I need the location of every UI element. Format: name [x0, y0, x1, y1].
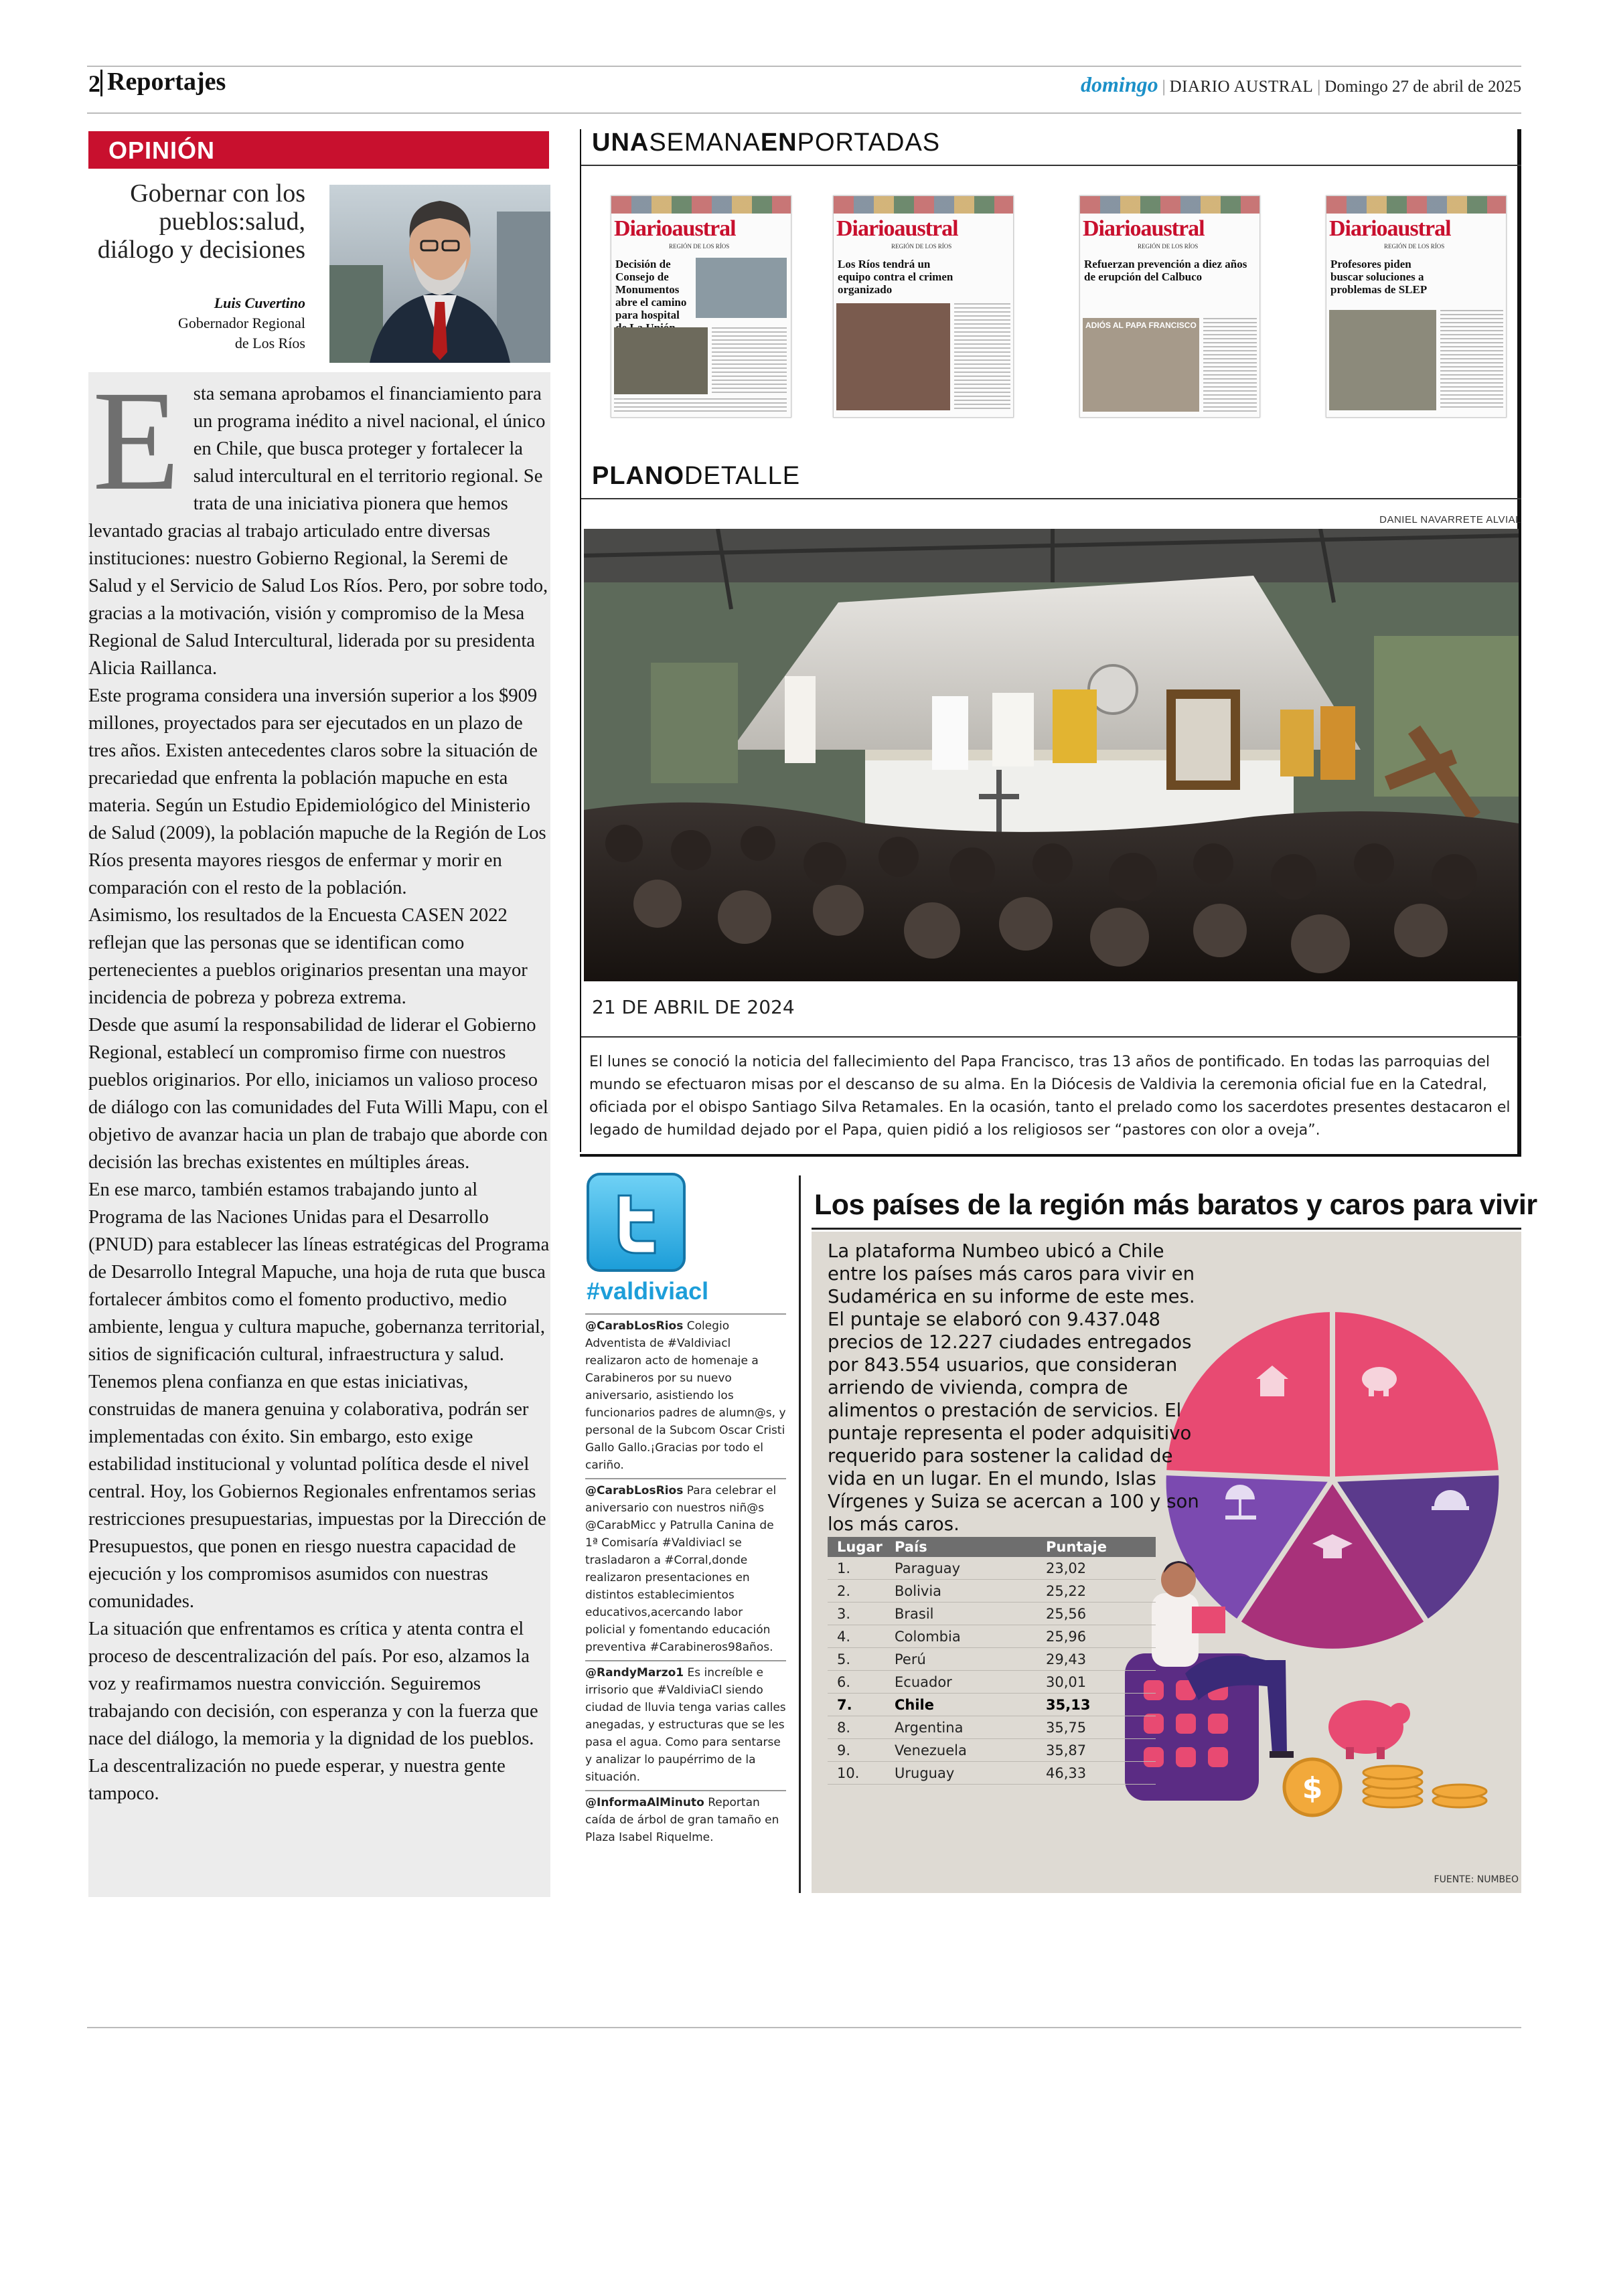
- table-header-rank: Lugar: [828, 1537, 885, 1557]
- numbeo-source: FUENTE: NUMBEO: [1434, 1874, 1519, 1885]
- photo-credit: DANIEL NAVARRETE ALVIAL: [1379, 514, 1521, 525]
- opinion-paragraph: La situación que enfrentamos es crítica y atenta contra el proceso de descentralización del país. Por eso, alzamos la voz y reafirmamos nuestra convicción. Seguiremos trabajando con decisión, con esperanza y con la fuerza que nace del diálogo, la memoria y la dignidad de los pueblos. La descentralización no puede esperar, y nuestra gente tampoco.: [88, 1619, 538, 1804]
- table-cell-score: 35,75: [1037, 1716, 1156, 1739]
- table-header-score: Puntaje: [1037, 1537, 1156, 1557]
- opinion-paragraph: sta semana aprobamos el financiamiento para un programa inédito a nivel nacional, el único en Chile, que busca proteger y fortalecer la salud intercultural en el territorio regional. Se trata de una iniciativa pionera que hemos levantado gracias al trabajo articulado entre diversas instituciones: nuestro Gobierno Regional, la Seremi de Salud y el Servicio de Salud Los Ríos. Pero, por sobre todo, gracias a la motivación, visión y compromiso de la Mesa Regional de Salud Intercultural, liderada por su presidenta Alicia Raillanca.: [88, 384, 548, 679]
- table-row: [828, 1603, 1156, 1625]
- front-page-cover[interactable]: [1326, 195, 1507, 418]
- numbeo-title: Los países de la región más baratos y caros para vivir: [814, 1189, 1537, 1221]
- table-row: [828, 1625, 1156, 1648]
- table-cell-country: Colombia: [885, 1625, 1037, 1648]
- opinion-title-line: diálogo y decisiones: [97, 236, 305, 264]
- opinion-paragraph: Desde que asumí la responsabilidad de liderar el Gobierno Regional, establecí un compromiso firme con nuestros pueblos originarios. Por ello, iniciamos un valioso proceso de diálogo con las comunidades del Futa Willi Mapu, con el objetivo de avanzar hacia un plan de trabajo que aborde con decisión las brechas existentes en múltiples áreas.: [88, 1015, 548, 1173]
- table-row: [828, 1739, 1156, 1762]
- table-cell-rank: 3.: [828, 1603, 885, 1625]
- table-cell-score: 35,87: [1037, 1739, 1156, 1762]
- table-header-country: País: [885, 1537, 1037, 1557]
- front-page-cover[interactable]: [611, 195, 791, 418]
- table-cell-rank: 7.: [828, 1694, 885, 1716]
- opinion-paragraph: Asimismo, los resultados de la Encuesta CASEN 2022 reflejan que las personas que se identifican como pertenecientes a pueblos originarios presentan una mayor incidencia de pobreza y pobreza extrema.: [88, 905, 528, 1008]
- header-masthead: domingo | DIARIO AUSTRAL | Domingo 27 de abril de 2025: [1081, 72, 1521, 96]
- table-cell-rank: 10.: [828, 1762, 885, 1785]
- table-cell-country: Chile: [885, 1694, 1037, 1716]
- opinion-paragraph: Este programa considera una inversión superior a los $909 millones, proyectados para ser ejecutados en un plazo de tres años. Existen antecedentes claros sobre la situación de precariedad que enfrenta la población mapuche en esta materia. Según un Estudio Epidemiológico del Ministerio de Salud (2009), la población mapuche de la Región de Los Ríos presenta mayores riesgos de enfermar y morir en comparación con el resto de la población.: [88, 685, 546, 898]
- cover-headline: Profesores piden buscar soluciones a problemas de SLEP: [1330, 258, 1428, 296]
- table-cell-country: Paraguay: [885, 1557, 1037, 1580]
- portadas-kicker: UNASEMANAENPORTADAS: [592, 129, 941, 157]
- paper-name: DIARIO AUSTRAL: [1169, 78, 1314, 96]
- section-name: Reportajes: [107, 68, 226, 96]
- opinion-body: [88, 361, 550, 1807]
- frame-rule-left: [580, 129, 581, 1152]
- table-cell-score: 30,01: [1037, 1671, 1156, 1694]
- table-cell-rank: 8.: [828, 1716, 885, 1739]
- tweet: [585, 1313, 786, 1478]
- tweet: [585, 1660, 786, 1790]
- table-cell-country: Venezuela: [885, 1739, 1037, 1762]
- numbeo-divider: [799, 1175, 801, 1893]
- twitter-feed: [585, 1313, 786, 1850]
- table-cell-score: 25,96: [1037, 1625, 1156, 1648]
- cover-logo: Diarioaustral: [1083, 216, 1205, 241]
- cover-logo: Diarioaustral: [614, 216, 736, 241]
- table-row: [828, 1694, 1156, 1716]
- cover-region: REGIÓN DE LOS RÍOS: [1138, 243, 1199, 250]
- header-rule-bottom: [87, 112, 1521, 114]
- plano-rule: [581, 498, 1521, 499]
- cover-logo: Diarioaustral: [836, 216, 958, 241]
- mass-photo: [584, 529, 1519, 981]
- edition-name: domingo: [1081, 72, 1158, 96]
- tweet: [585, 1790, 786, 1850]
- opinion-tag: [88, 131, 549, 169]
- numbeo-title-rule: [812, 1228, 1521, 1230]
- cover-region: REGIÓN DE LOS RÍOS: [891, 243, 952, 250]
- footer-rule: [87, 2027, 1521, 2028]
- table-cell-country: Brasil: [885, 1603, 1037, 1625]
- opinion-title: [87, 179, 305, 264]
- cover-region: REGIÓN DE LOS RÍOS: [1384, 243, 1445, 250]
- table-row: [828, 1580, 1156, 1603]
- opinion-byline: [87, 293, 305, 353]
- tweet-handle[interactable]: @InformaAlMinuto: [585, 1796, 704, 1809]
- table-cell-score: 25,22: [1037, 1580, 1156, 1603]
- photo-date: 21 DE ABRIL DE 2024: [592, 996, 795, 1018]
- cover-region: REGIÓN DE LOS RÍOS: [669, 243, 730, 250]
- cover-headline: Refuerzan prevención a diez años de erupción del Calbuco: [1084, 258, 1247, 283]
- table-cell-rank: 1.: [828, 1557, 885, 1580]
- page-number: 2: [88, 70, 100, 97]
- tweet-text: Es increíble e irrisorio que #ValdiviaCl siendo ciudad de lluvia tenga varias calles anegadas, y estructuras que se les pasa el agua. Como para sentarse y analizar lo paupérrimo de la situación.: [585, 1666, 786, 1784]
- tweet-text: Colegio Adventista de #Valdiviacl realizaron acto de homenaje a Carabineros por su nuevo aniversario, asistiendo los funcionarios padres de alumn@s, y personal de la Subcom Oscar Cristi Gallo Gallo.¡Gracias por todo el cariño.: [585, 1319, 786, 1472]
- cover-headline: Los Ríos tendrá un equipo contra el crimen organizado: [838, 258, 953, 296]
- tweet: [585, 1478, 786, 1660]
- cover-logo: Diarioaustral: [1329, 216, 1451, 241]
- opinion-tag-label: OPINIÓN: [108, 137, 216, 164]
- table-cell-country: Uruguay: [885, 1762, 1037, 1785]
- front-page-cover[interactable]: [1079, 195, 1260, 418]
- opinion-paragraph: En ese marco, también estamos trabajando junto al Programa de las Naciones Unidas para el Desarrollo (PNUD) para establecer las líneas estratégicas del Programa de Desarrollo Integral Mapuche, una hoja de ruta que busca fortalecer ámbitos como el fomento productivo, medio ambiente, lengua y cultura mapuche, gobernanza territorial, sitios de significación cultural, infraestructura y salud.: [88, 1179, 550, 1365]
- author-photo: [329, 185, 550, 363]
- issue-date: Domingo 27 de abril de 2025: [1324, 78, 1521, 96]
- table-cell-country: Ecuador: [885, 1671, 1037, 1694]
- front-page-cover[interactable]: [833, 195, 1014, 418]
- tweet-text: Reportan caída de árbol de gran tamaño en Plaza Isabel Riquelme.: [585, 1796, 779, 1844]
- table-cell-rank: 9.: [828, 1739, 885, 1762]
- header-divider: [100, 70, 102, 96]
- table-cell-rank: 5.: [828, 1648, 885, 1671]
- table-cell-rank: 2.: [828, 1580, 885, 1603]
- table-cell-country: Bolivia: [885, 1580, 1037, 1603]
- table-cell-rank: 6.: [828, 1671, 885, 1694]
- table-cell-score: 46,33: [1037, 1762, 1156, 1785]
- tweet-handle[interactable]: @CarabLosRios: [585, 1484, 684, 1497]
- author-role-region: de Los Ríos: [234, 335, 305, 351]
- author-role: Gobernador Regional: [178, 315, 305, 331]
- table-cell-score: 35,13: [1037, 1694, 1156, 1716]
- table-cell-score: 25,56: [1037, 1603, 1156, 1625]
- cover-headline: Decisión de Consejo de Monumentos abre el camino para hospital: [615, 258, 687, 321]
- table-cell-score: 29,43: [1037, 1648, 1156, 1671]
- table-cell-country: Argentina: [885, 1716, 1037, 1739]
- opinion-title-line: pueblos:salud,: [159, 208, 305, 236]
- table-cell-country: Perú: [885, 1648, 1037, 1671]
- table-row: [828, 1762, 1156, 1785]
- numbeo-text: La plataforma Numbeo ubicó a Chile entre los países más caros para vivir en Sudamérica en su informe de este mes. El puntaje se elaboró con 9.437.048 precios de 12.227 ciudades entregados por 843.554 usuarios, que consideran arriendo de vivienda, compra de alimentos o prestación de servicios. El puntaje representa el poder adquisitivo requerido para sostener la calidad de vida en un lugar. En el mundo, Islas Vírgenes y Suiza se acercan a 100 y son los más caros.: [828, 1240, 1199, 1535]
- opinion-paragraph: Tenemos plena confianza en que estas iniciativas, construidas de manera genuina y colaborativa, podrán ser implementadas con éxito. Sin embargo, esto exige estabilidad institucional y voluntad política desde el nivel central. Hoy, los Gobiernos Regionales enfrentamos serias restricciones presupuestarias, impuestas por la Dirección de Presupuestos, que ponen en riesgo nuestra capacidad de ejecución y los compromisos asumidos con nuestras comunidades.: [88, 1372, 546, 1612]
- header-rule-top: [87, 66, 1521, 67]
- portadas-rule: [581, 165, 1521, 166]
- cover-banner: ADIÓS AL PAPA FRANCISCO: [1085, 321, 1197, 330]
- author-name: Luis Cuvertino: [214, 295, 305, 311]
- numbeo-table: [828, 1537, 1156, 1785]
- photo-caption: El lunes se conoció la noticia del fallecimiento del Papa Francisco, tras 13 años de pontificado. En todas las parroquias del mundo se efectuaron misas por el descanso de su alma. En la Diócesis de Valdivia la ceremonia oficial fue en la Catedral, oficiada por el obispo Santiago Silva Retamales. En la ocasión, tanto el prelado como los sacerdotes presentes destacaron el legado de humildad dejado por el Papa, quien pidió a los religiosos ser “pastores con olor a oveja”.: [589, 1054, 1511, 1139]
- svg-text:$: $: [1302, 1771, 1323, 1805]
- table-row: [828, 1671, 1156, 1694]
- photo-date-rule: [581, 1036, 1521, 1038]
- table-row: [828, 1716, 1156, 1739]
- plano-kicker: PLANODETALLE: [592, 462, 801, 490]
- tweet-text: Para celebrar el aniversario con nuestros niñ@s @CarabMicc y Patrulla Canina de 1ª Comisaría #Valdiviacl se trasladaron a #Corral,donde realizaron presentaciones en distintos establecimientos educativos,acercando labor policial y fomentando educación preventiva #Carabineros98años.: [585, 1484, 777, 1654]
- table-row: [828, 1648, 1156, 1671]
- twitter-hashtag[interactable]: #valdiviacl: [587, 1277, 709, 1305]
- opinion-title-line: Gobernar con los: [130, 179, 305, 208]
- drop-cap: E: [92, 361, 180, 520]
- frame-rule-bottom: [580, 1154, 1521, 1157]
- table-cell-rank: 4.: [828, 1625, 885, 1648]
- tweet-handle[interactable]: @RandyMarzo1: [585, 1666, 684, 1679]
- tweet-handle[interactable]: @CarabLosRios: [585, 1319, 684, 1333]
- table-cell-score: 23,02: [1037, 1557, 1156, 1580]
- twitter-bird-icon: [587, 1173, 686, 1272]
- table-row: [828, 1557, 1156, 1580]
